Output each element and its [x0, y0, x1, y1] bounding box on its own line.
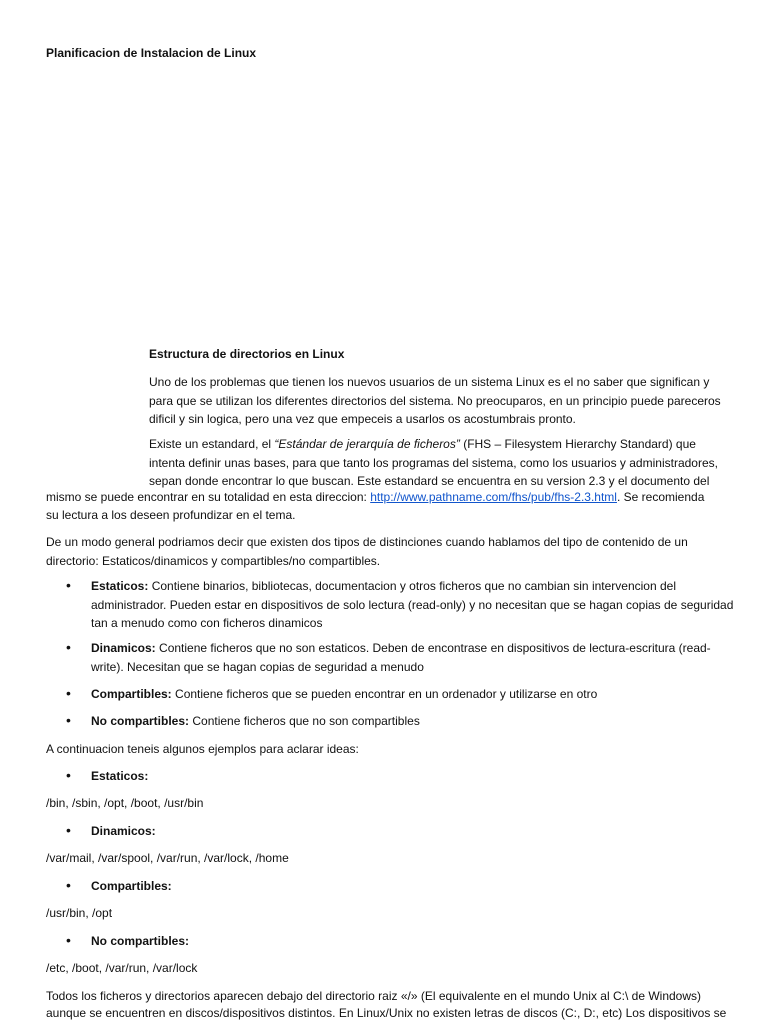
bullet-description: Contiene ficheros que no son estaticos. Deben de encontrase en dispositivos de lectura-escritura (read-write). Necesitan que se hagan copias de seguridad a menudo	[91, 641, 711, 674]
example-dirs: /var/mail, /var/spool, /var/run, /var/lock, /home	[46, 851, 289, 865]
bullet-text	[91, 685, 741, 704]
bullet-icon: •	[66, 712, 71, 728]
examples-intro: A continuacion teneis algunos ejemplos para aclarar ideas:	[46, 742, 359, 756]
bullet-text	[91, 712, 741, 731]
example-label: No compartibles:	[91, 934, 190, 948]
final-paragraph-line-1: Todos los ficheros y directorios aparecen debajo del directorio raiz «/» (El equivalente en el mundo Unix al C:\ de Windows)	[46, 989, 702, 1003]
bullet-icon: •	[66, 685, 71, 701]
paragraph-2	[149, 435, 731, 491]
document-title: Planificacion de Instalacion de Linux	[46, 46, 257, 60]
p2-cont-pre: mismo se puede encontrar en su totalidad en esta direccion:	[46, 490, 371, 504]
bullet-icon: •	[66, 822, 71, 838]
section-heading: Estructura de directorios en Linux	[149, 347, 345, 361]
bullet-description: Contiene ficheros que no son compartibles	[189, 714, 420, 728]
p2-mid: (FHS – Filesystem Hierarchy Standard) que intenta definir unas bases, para que tanto los programas del sistema, como los usuarios y administradores, sepan donde encontrar lo que buscan. Este estandard se encuentra en su version 2.3 y el documento del	[149, 437, 718, 488]
p2-cont-post: . Se recomienda	[616, 490, 705, 504]
example-label: Dinamicos:	[91, 824, 156, 838]
fhs-link[interactable]: http://www.pathname.com/fhs/pub/fhs-2.3.html	[370, 490, 617, 504]
paragraph-2-continued	[46, 488, 704, 507]
paragraph-1: Uno de los problemas que tienen los nuevos usuarios de un sistema Linux es el no saber que significan y para que se utilizan los diferentes directorios del sistema. No preocuparos, en un principio puede pareceros dificil y sin logica, pero una vez que empeceis a usarlos os acostumbrais pronto.	[149, 375, 721, 426]
bullet-icon: •	[66, 932, 71, 948]
bullet-label: Dinamicos:	[91, 641, 156, 655]
bullet-description: Contiene binarios, bibliotecas, documentacion y otros ficheros que no cambian sin intervencion del administrador. Pueden estar en dispositivos de solo lectura (read-only) y no necesitan que se hagan copias de seguridad tan a menudo como con ficheros dinamicos	[91, 579, 734, 630]
fhs-italic: “Estándar de jerarquía de ficheros”	[274, 437, 460, 451]
bullet-label: Estaticos:	[91, 579, 149, 593]
bullet-label: No compartibles:	[91, 714, 190, 728]
example-label: Compartibles:	[91, 879, 172, 893]
example-label: Estaticos:	[91, 769, 149, 783]
bullet-description: Contiene ficheros que se pueden encontrar en un ordenador y utilizarse en otro	[171, 687, 598, 701]
bullet-label: Compartibles:	[91, 687, 172, 701]
bullet-icon: •	[66, 577, 71, 593]
bullet-text	[91, 577, 741, 633]
bullet-icon: •	[66, 767, 71, 783]
bullet-text	[91, 639, 741, 676]
p2-pre: Existe un estandard, el	[149, 437, 275, 451]
example-dirs: /usr/bin, /opt	[46, 906, 113, 920]
bullet-icon: •	[66, 877, 71, 893]
bullet-icon: •	[66, 639, 71, 655]
paragraph-2-last: su lectura a los deseen profundizar en el tema.	[46, 508, 296, 522]
example-dirs: /bin, /sbin, /opt, /boot, /usr/bin	[46, 796, 204, 810]
final-paragraph-line-2: aunque se encuentren en discos/dispositivos distintos. En Linux/Unix no existen letras de discos (C:, D:, etc) Los dispositivos se	[46, 1006, 727, 1020]
paragraph-3: De un modo general podriamos decir que existen dos tipos de distinciones cuando hablamos del tipo de contenido de un directorio: Estaticos/dinamicos y compartibles/no compartibles.	[46, 535, 688, 568]
example-dirs: /etc, /boot, /var/run, /var/lock	[46, 961, 198, 975]
